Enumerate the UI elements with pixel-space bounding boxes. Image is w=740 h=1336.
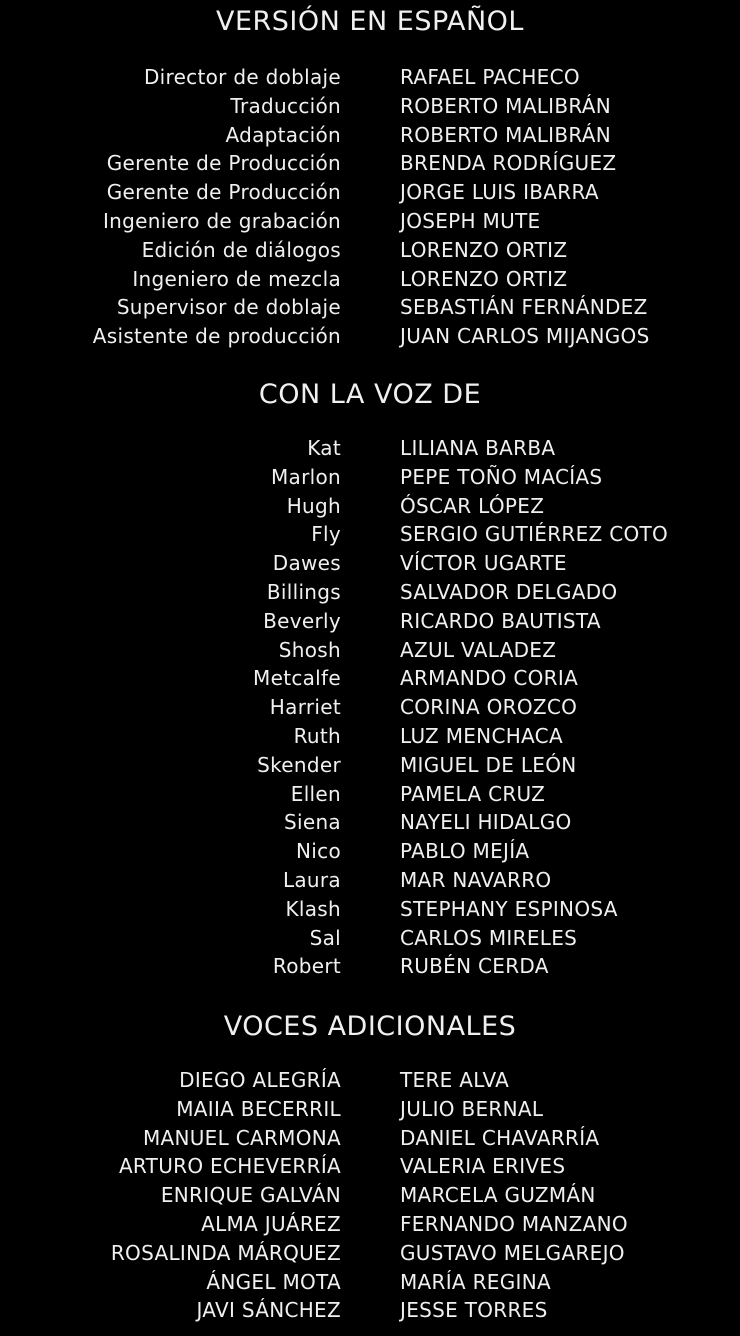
credit-role: ÁNGEL MOTA bbox=[206, 1269, 341, 1294]
credit-person: MARCELA GUZMÁN bbox=[400, 1183, 596, 1208]
credit-row bbox=[0, 780, 740, 809]
credit-person: CARLOS MIRELES bbox=[400, 925, 578, 950]
credit-row bbox=[0, 952, 740, 981]
credit-row bbox=[0, 207, 740, 236]
credit-role: Nico bbox=[296, 839, 341, 864]
credit-row bbox=[0, 265, 740, 294]
credit-person: JUAN CARLOS MIJANGOS bbox=[400, 324, 650, 349]
credit-row bbox=[0, 463, 740, 492]
credit-row bbox=[0, 924, 740, 953]
credit-row bbox=[0, 607, 740, 636]
credit-row bbox=[0, 866, 740, 895]
credit-person: JOSEPH MUTE bbox=[400, 208, 541, 233]
credit-role: Ruth bbox=[293, 723, 341, 748]
credit-row bbox=[0, 664, 740, 693]
credit-row bbox=[0, 121, 740, 150]
credit-row bbox=[0, 837, 740, 866]
credit-person: JORGE LUIS IBARRA bbox=[400, 180, 599, 205]
section-title: VOCES ADICIONALES bbox=[223, 1011, 517, 1042]
credit-row bbox=[0, 520, 740, 549]
credit-role: Beverly bbox=[263, 608, 341, 633]
credit-person: LORENZO ORTIZ bbox=[400, 237, 568, 262]
credit-role: Billings bbox=[266, 579, 341, 604]
credit-role: Ingeniero de grabación bbox=[102, 208, 341, 233]
credit-person: LUZ MENCHACA bbox=[400, 723, 563, 748]
credit-row bbox=[0, 434, 740, 463]
credit-person: ÓSCAR LÓPEZ bbox=[400, 493, 545, 518]
credit-role: Marlon bbox=[270, 464, 341, 489]
credit-role: Asistente de producción bbox=[92, 324, 341, 349]
credit-person: ARMANDO CORIA bbox=[400, 666, 579, 691]
credit-row bbox=[0, 492, 740, 521]
credit-row bbox=[0, 895, 740, 924]
credit-person: VÍCTOR UGARTE bbox=[400, 551, 567, 576]
section-title: VERSIÓN EN ESPAÑOL bbox=[216, 6, 524, 37]
credit-person: MARÍA REGINA bbox=[400, 1269, 551, 1294]
credit-role: ALMA JUÁREZ bbox=[201, 1211, 341, 1236]
credit-role: Gerente de Producción bbox=[106, 151, 341, 176]
credit-role: Director de doblaje bbox=[143, 65, 341, 89]
credit-person: LORENZO ORTIZ bbox=[400, 266, 568, 291]
credit-person: SERGIO GUTIÉRREZ COTO bbox=[400, 522, 669, 547]
credit-row bbox=[0, 322, 740, 351]
credit-role: Siena bbox=[284, 810, 341, 835]
credit-role: Ellen bbox=[290, 781, 341, 806]
credit-person: RUBÉN CERDA bbox=[400, 954, 549, 979]
credit-role: Fly bbox=[311, 522, 341, 547]
credit-role: Metcalfe bbox=[253, 666, 341, 691]
credit-role: Hugh bbox=[286, 493, 341, 518]
credit-row bbox=[0, 1066, 740, 1095]
credit-role: DIEGO ALEGRÍA bbox=[179, 1068, 341, 1092]
credit-person: BRENDA RODRÍGUEZ bbox=[400, 151, 617, 176]
credit-row bbox=[0, 751, 740, 780]
credit-role: Laura bbox=[282, 867, 341, 892]
credit-row bbox=[0, 1095, 740, 1124]
credit-role: ARTURO ECHEVERRÍA bbox=[118, 1154, 341, 1179]
credit-person: CORINA OROZCO bbox=[400, 695, 578, 720]
credit-person: LILIANA BARBA bbox=[400, 436, 556, 460]
credit-row bbox=[0, 549, 740, 578]
credit-row bbox=[0, 1296, 740, 1325]
credit-person: AZUL VALADEZ bbox=[400, 637, 557, 662]
credit-person: MAR NAVARRO bbox=[400, 867, 552, 892]
credit-row bbox=[0, 808, 740, 837]
credit-role: JAVI SÁNCHEZ bbox=[196, 1298, 341, 1323]
credit-role: ENRIQUE GALVÁN bbox=[160, 1183, 341, 1208]
credit-person: PABLO MEJÍA bbox=[400, 839, 530, 864]
credit-row bbox=[0, 236, 740, 265]
credit-person: GUSTAVO MELGAREJO bbox=[400, 1240, 625, 1265]
credit-person: TERE ALVA bbox=[400, 1068, 510, 1092]
credit-person: FERNANDO MANZANO bbox=[400, 1211, 628, 1236]
credit-role: Sal bbox=[309, 925, 341, 950]
credit-role: Gerente de Producción bbox=[106, 180, 341, 205]
credit-role: Skender bbox=[257, 752, 341, 777]
credit-role: MAIIA BECERRIL bbox=[176, 1096, 341, 1121]
credit-role: Robert bbox=[272, 954, 341, 979]
credit-row bbox=[0, 178, 740, 207]
credit-person: STEPHANY ESPINOSA bbox=[400, 896, 618, 921]
credit-person: MIGUEL DE LEÓN bbox=[400, 752, 577, 777]
credit-person: PEPE TOÑO MACÍAS bbox=[400, 464, 603, 489]
credit-row bbox=[0, 578, 740, 607]
section-additional-voices bbox=[0, 1010, 740, 1323]
credit-role: Shosh bbox=[278, 637, 341, 662]
credit-role: Dawes bbox=[272, 551, 341, 576]
credit-person: RICARDO BAUTISTA bbox=[400, 608, 601, 633]
credit-row bbox=[0, 722, 740, 751]
credit-role: Supervisor de doblaje bbox=[116, 295, 341, 320]
credit-row bbox=[0, 1124, 740, 1153]
credit-person: VALERIA ERIVES bbox=[400, 1154, 566, 1179]
section-title: CON LA VOZ DE bbox=[258, 379, 482, 410]
credit-row bbox=[0, 693, 740, 722]
section-voice-cast bbox=[0, 378, 740, 979]
credit-person: JESSE TORRES bbox=[400, 1298, 548, 1323]
credit-role: Kat bbox=[307, 436, 341, 460]
credit-row bbox=[0, 1239, 740, 1268]
credit-row bbox=[0, 63, 740, 92]
credit-row bbox=[0, 1181, 740, 1210]
credit-role: Harriet bbox=[269, 695, 341, 720]
credit-role: Edición de diálogos bbox=[141, 237, 341, 262]
credit-person: RAFAEL PACHECO bbox=[400, 65, 580, 89]
section-spanish-version bbox=[0, 5, 740, 349]
credit-role: Adaptación bbox=[225, 122, 341, 147]
credit-person: ROBERTO MALIBRÁN bbox=[400, 93, 611, 118]
credit-role: ROSALINDA MÁRQUEZ bbox=[110, 1240, 341, 1265]
credit-rows bbox=[0, 1066, 740, 1325]
credit-row bbox=[0, 636, 740, 665]
credit-person: ROBERTO MALIBRÁN bbox=[400, 122, 611, 147]
credit-role: Ingeniero de mezcla bbox=[132, 266, 341, 291]
credit-person: SALVADOR DELGADO bbox=[400, 579, 618, 604]
credit-row bbox=[0, 293, 740, 322]
credit-person: DANIEL CHAVARRÍA bbox=[400, 1125, 600, 1150]
credit-rows bbox=[0, 434, 740, 981]
credit-role: Klash bbox=[285, 896, 341, 921]
credit-person: SEBASTIÁN FERNÁNDEZ bbox=[400, 295, 648, 320]
credit-person: JULIO BERNAL bbox=[400, 1096, 544, 1121]
credit-row bbox=[0, 149, 740, 178]
credit-role: Traducción bbox=[230, 93, 341, 118]
credit-person: NAYELI HIDALGO bbox=[400, 810, 572, 835]
credit-role: MANUEL CARMONA bbox=[142, 1125, 341, 1150]
credit-person: PAMELA CRUZ bbox=[400, 781, 546, 806]
credit-row bbox=[0, 1152, 740, 1181]
credit-row bbox=[0, 1210, 740, 1239]
credit-row bbox=[0, 1268, 740, 1297]
credit-row bbox=[0, 92, 740, 121]
credit-rows bbox=[0, 63, 740, 351]
